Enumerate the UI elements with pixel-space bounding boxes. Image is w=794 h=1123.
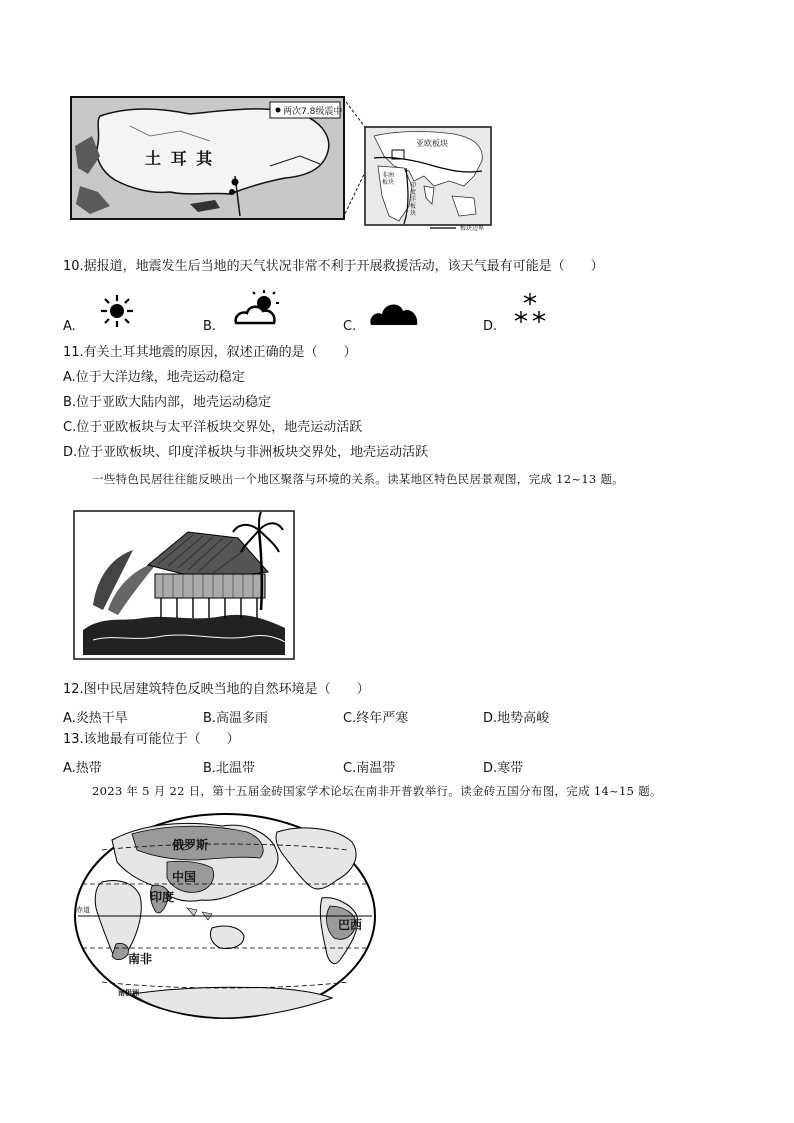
question-12-stem: 12.图中民居建筑特色反映当地的自然环境是（ ）: [63, 682, 370, 697]
q12-option-b: B.高温多雨: [203, 711, 269, 726]
label-india: 印度: [150, 890, 175, 904]
brics-world-map: [72, 812, 378, 1020]
plate-label-africa: 非洲板块: [382, 172, 395, 186]
turkey-map-figure: [70, 96, 345, 220]
stilt-house-figure: [73, 510, 295, 660]
plate-label-indian: 印度洋板块: [410, 182, 417, 217]
q11-option-a: A.位于大洋边缘，地壳运动稳定: [63, 370, 245, 385]
label-equator: 赤道: [76, 906, 90, 914]
q12-option-d: D.地势高峻: [483, 711, 550, 726]
q10-option-b-label: B.: [203, 319, 217, 334]
plates-inset-map: [364, 126, 492, 230]
q13-option-c: C.南温带: [343, 761, 396, 776]
intro-14-15: 2023 年 5 月 22 日，第十五届金砖国家学术论坛在南非开普敦举行。读金砖五国分布图，完成 14~15 题。: [92, 784, 662, 798]
q12-option-a: A.炎热干旱: [63, 711, 128, 726]
label-south-africa: 南非: [128, 952, 153, 966]
intro-12-13: 一些特色民居往往能反映出一个地区聚落与环境的关系。读某地区特色民居景观图，完成 12~13 题。: [92, 472, 625, 486]
partly-cloudy-icon: [232, 289, 282, 327]
q11-option-c: C.位于亚欧板块与太平洋板块交界处，地壳运动活跃: [63, 420, 363, 435]
label-brazil: 巴西: [338, 918, 363, 932]
q12-option-c: C.终年严寒: [343, 711, 409, 726]
label-russia: 俄罗斯: [172, 838, 209, 852]
sunny-icon: [100, 294, 134, 328]
q11-option-d: D.位于亚欧板块、印度洋板块与非洲板块交界处，地壳运动活跃: [63, 445, 429, 460]
q11-option-b: B.位于亚欧大陆内部，地壳运动稳定: [63, 395, 272, 410]
q13-option-a: A.热带: [63, 761, 102, 776]
question-11-stem: 11.有关土耳其地震的原因，叙述正确的是（ ）: [63, 345, 357, 360]
question-10-stem: 10.据报道，地震发生后当地的天气状况非常不利于开展救援活动，该天气最有可能是（ ）: [63, 259, 604, 274]
plate-label-eurasia: 亚欧板块: [416, 139, 448, 148]
snow-icon: [513, 291, 547, 327]
turkey-country-label: 土 耳 其: [145, 149, 215, 168]
q13-option-d: D.寒带: [483, 761, 524, 776]
q10-option-d-label: D.: [483, 319, 498, 334]
label-antarctica: 南极洲: [118, 989, 139, 997]
q13-option-b: B.北温带: [203, 761, 256, 776]
q10-option-a-label: A.: [63, 319, 76, 334]
turkey-map-legend: 两次7.8级震中: [283, 107, 343, 117]
stilt-house-drawing: [73, 510, 295, 660]
cloudy-icon: [368, 295, 420, 327]
question-13-stem: 13.该地最有可能位于（ ）: [63, 732, 240, 747]
plate-boundary-legend: 板块边界: [460, 225, 485, 232]
label-china: 中国: [172, 870, 197, 884]
q10-option-c-label: C.: [343, 319, 357, 334]
